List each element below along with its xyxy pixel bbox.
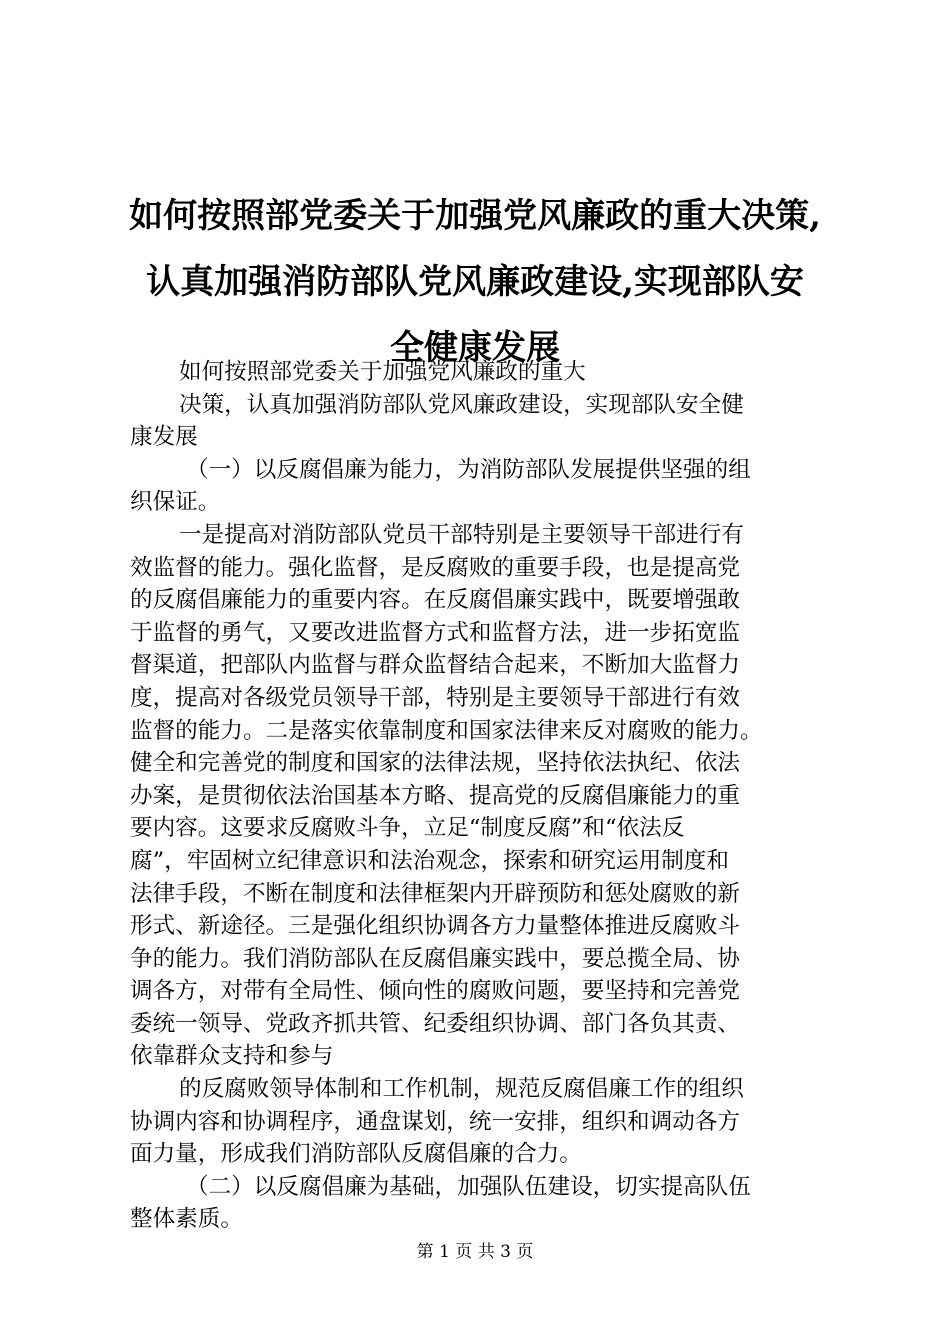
body-line: 效监督的能力。强化监督，是反腐败的重要手段，也是提高党 bbox=[130, 554, 741, 581]
title-line-2: 认真加强消防部队党风廉政建设,实现部队安 bbox=[146, 262, 804, 302]
body-line: 整体素质。 bbox=[130, 1206, 243, 1233]
body-line: 的反腐倡廉能力的重要内容。在反腐倡廉实践中，既要增强敢 bbox=[130, 587, 741, 614]
body-line: 协调内容和协调程序，通盘谋划，统一安排，组织和调动各方 bbox=[130, 1108, 741, 1135]
body-line: 法律手段，不断在制度和法律框架内开辟预防和惩处腐败的新 bbox=[130, 880, 741, 907]
document-title bbox=[110, 183, 840, 381]
body-line: 办案，是贯彻依法治国基本方略、提高党的反腐倡廉能力的重 bbox=[130, 782, 741, 809]
body-line: 决策，认真加强消防部队党风廉政建设，实现部队安全健 bbox=[179, 391, 744, 418]
body-line: 监督的能力。二是落实依靠制度和国家法律来反对腐败的能力。 bbox=[130, 717, 763, 744]
document-body bbox=[130, 356, 842, 1236]
body-line: （二）以反腐倡廉为基础，加强队伍建设，切实提高队伍 bbox=[186, 1173, 751, 1200]
body-line: 督渠道，把部队内监督与群众监督结合起来，不断加大监督力 bbox=[130, 652, 741, 679]
body-line: （一）以反腐倡廉为能力，为消防部队发展提供坚强的组 bbox=[186, 456, 751, 483]
body-line: 康发展 bbox=[130, 424, 198, 451]
body-line: 健全和完善党的制度和国家的法律法规，坚持依法执纪、依法 bbox=[130, 750, 741, 777]
body-line: 委统一领导、党政齐抓共管、纪委组织协调、部门各负其责、 bbox=[130, 1010, 741, 1037]
body-line: 依靠群众支持和参与 bbox=[130, 1043, 334, 1070]
title-line-3: 全健康发展 bbox=[390, 328, 560, 368]
body-line: 调各方，对带有全局性、倾向性的腐败问题，要坚持和完善党 bbox=[130, 978, 741, 1005]
body-line: 要内容。这要求反腐败斗争，立足“制度反腐”和“依法反 bbox=[130, 815, 685, 842]
body-line: 争的能力。我们消防部队在反腐倡廉实践中，要总揽全局、协 bbox=[130, 945, 741, 972]
body-line: 面力量，形成我们消防部队反腐倡廉的合力。 bbox=[130, 1141, 582, 1168]
body-line: 如何按照部党委关于加强党风廉政的重大 bbox=[179, 359, 586, 385]
body-line: 的反腐败领导体制和工作机制，规范反腐倡廉工作的组织 bbox=[179, 1076, 744, 1103]
body-line: 形式、新途径。三是强化组织协调各方力量整体推进反腐败斗 bbox=[130, 913, 741, 940]
body-line: 腐”，牢固树立纪律意识和法治观念，探索和研究运用制度和 bbox=[130, 847, 729, 874]
title-line-1: 如何按照部党委关于加强党风廉政的重大决策, bbox=[129, 196, 821, 236]
page-number-footer: 第 1 页 共 3 页 bbox=[416, 1242, 534, 1262]
body-line: 于监督的勇气，又要改进监督方式和监督方法，进一步拓宽监 bbox=[130, 619, 741, 646]
body-line: 一是提高对消防部队党员干部特别是主要领导干部进行有 bbox=[179, 521, 744, 548]
body-line: 织保证。 bbox=[130, 489, 221, 516]
body-line: 度，提高对各级党员领导干部，特别是主要领导干部进行有效 bbox=[130, 684, 741, 711]
